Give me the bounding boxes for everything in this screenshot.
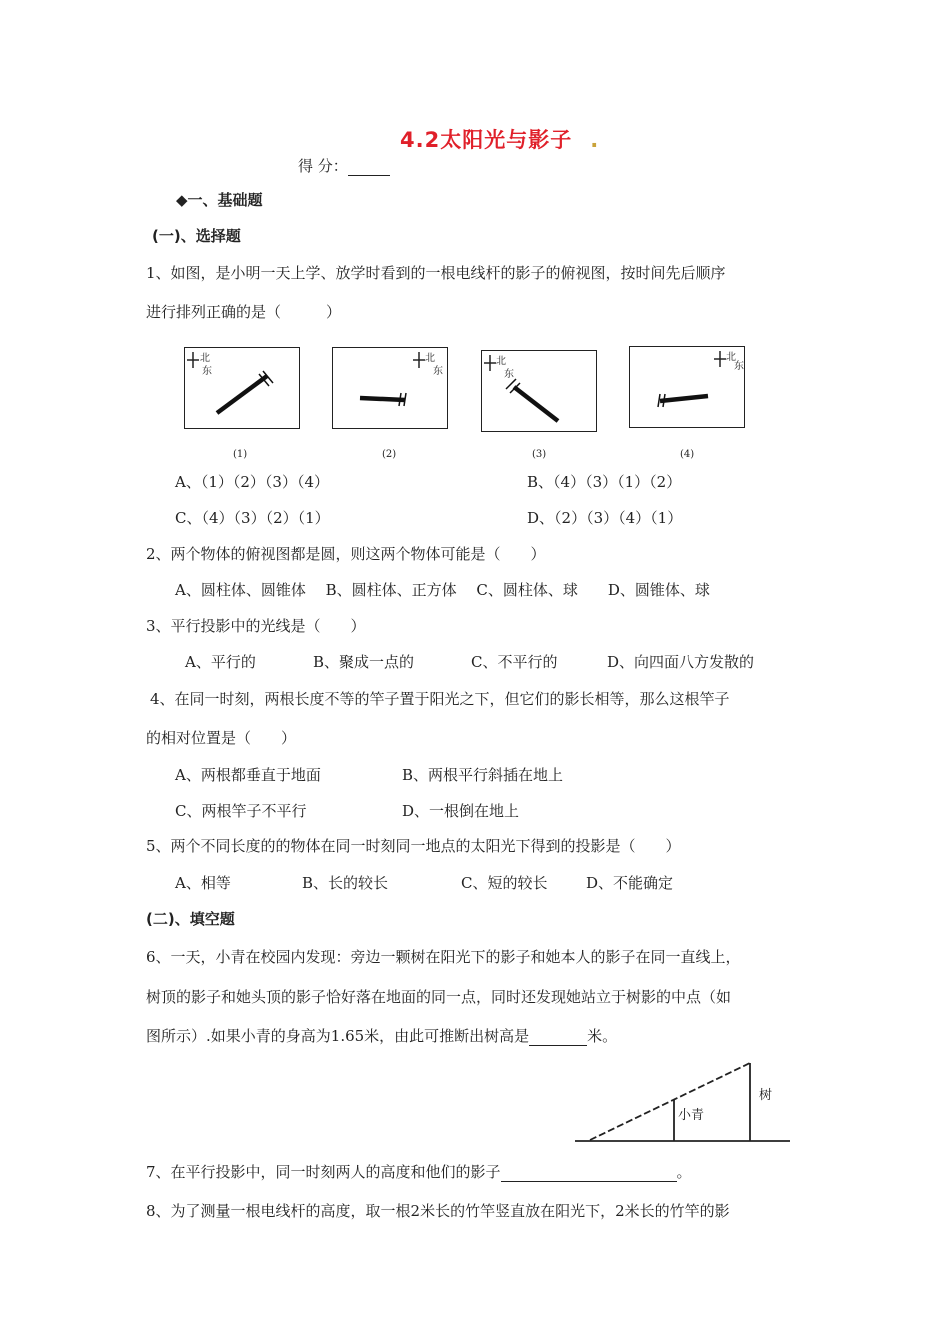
- q7-answer-blank[interactable]: [501, 1167, 677, 1182]
- q1-option-c[interactable]: C、（4）（3）（2）（1）: [175, 509, 330, 527]
- east-label: 东: [202, 366, 212, 377]
- q8-stem: 8、为了测量一根电线杆的高度，取一根2米长的竹竿竖直放在阳光下，2米长的竹竿的影: [146, 1202, 730, 1220]
- q1-figure-4-caption: (4): [680, 449, 695, 460]
- section-heading-basic: ◆一、基础题: [176, 191, 263, 209]
- q2-stem: 2、两个物体的俯视图都是圆，则这两个物体可能是（ ）: [146, 545, 546, 563]
- q2-options[interactable]: A、圆柱体、圆锥体 B、圆柱体、正方体 C、圆柱体、球 D、圆锥体、球: [175, 581, 710, 599]
- q3-stem: 3、平行投影中的光线是（ ）: [146, 617, 366, 635]
- q6-line1: 6、一天，小青在校园内发现：旁边一颗树在阳光下的影子和她本人的影子在同一直线上，: [146, 948, 741, 966]
- q3-option-c[interactable]: C、不平行的: [471, 653, 558, 671]
- north-label: 北: [200, 353, 210, 364]
- q6-answer-blank[interactable]: [529, 1031, 587, 1046]
- q3-option-d[interactable]: D、向四面八方发散的: [607, 653, 755, 671]
- q1-figure-4: [629, 346, 745, 428]
- part-heading-fill: (二)、填空题: [146, 910, 235, 928]
- q1-line2: 进行排列正确的是（ ）: [146, 303, 342, 321]
- q1-figure-1-caption: (1): [233, 449, 248, 460]
- score-line: [298, 155, 390, 176]
- east-label: 东: [734, 361, 744, 372]
- q5-option-b[interactable]: B、长的较长: [302, 874, 389, 892]
- q4-line1: 4、在同一时刻，两根长度不等的竿子置于阳光之下，但它们的影长相等，那么这根竿子: [150, 690, 730, 708]
- q1-line1: 1、如图，是小明一天上学、放学时看到的一根电线杆的影子的俯视图，按时间先后顺序: [146, 264, 726, 282]
- q1-figure-3: [481, 350, 597, 432]
- score-label: 得 分：: [298, 157, 348, 175]
- q4-line2: 的相对位置是（ ）: [146, 729, 297, 747]
- q5-option-c[interactable]: C、短的较长: [461, 874, 548, 892]
- part-heading-choice: (一)、选择题: [152, 227, 241, 245]
- sun-ray-line: [590, 1063, 750, 1140]
- east-label: 东: [433, 366, 443, 377]
- east-label: 东: [504, 369, 514, 380]
- title-text: 4.2太阳光与影子: [400, 128, 573, 152]
- q4-option-a[interactable]: A、两根都垂直于地面: [175, 766, 321, 784]
- q1-option-d[interactable]: D、（2）（3）（4）（1）: [527, 509, 683, 527]
- q1-figure-2: [332, 347, 448, 429]
- q4-option-d[interactable]: D、一根倒在地上: [402, 802, 520, 820]
- q1-option-a[interactable]: A、（1）（2）（3）（4）: [175, 473, 330, 491]
- q5-stem: 5、两个不同长度的的物体在同一时刻同一地点的太阳光下得到的投影是（ ）: [146, 837, 681, 855]
- north-label: 北: [425, 353, 435, 364]
- q5-option-a[interactable]: A、相等: [175, 874, 231, 892]
- q1-figure-3-caption: (3): [532, 449, 547, 460]
- north-label: 北: [496, 356, 506, 367]
- q1-option-b[interactable]: B、（4）（3）（1）（2）: [527, 473, 682, 491]
- q3-option-b[interactable]: B、聚成一点的: [313, 653, 415, 671]
- title-dot: .: [590, 128, 600, 152]
- label-xiaoqing: 小青: [678, 1108, 705, 1123]
- q6-line2: 树顶的影子和她头顶的影子恰好落在地面的同一点，同时还发现她站立于树影的中点（如: [146, 988, 732, 1006]
- score-blank[interactable]: [348, 161, 390, 176]
- q5-option-d[interactable]: D、不能确定: [586, 874, 674, 892]
- q1-figure-1: [184, 347, 300, 429]
- q6-diagram: [570, 1058, 795, 1148]
- q7-stem: 7、在平行投影中，同一时刻两人的高度和他们的影子: [146, 1163, 501, 1181]
- page-title: [400, 124, 599, 154]
- q6-line3-end: 米。: [587, 1027, 618, 1045]
- north-label: 北: [726, 352, 736, 363]
- q4-option-c[interactable]: C、两根竿子不平行: [175, 802, 307, 820]
- q7-line: [146, 1161, 692, 1182]
- q7-end: 。: [676, 1163, 692, 1181]
- q6-line3: [146, 1025, 617, 1046]
- q6-line3-text: 图所示）.如果小青的身高为1.65米，由此可推断出树高是: [146, 1027, 530, 1045]
- label-tree: 树: [759, 1088, 773, 1103]
- q3-option-a[interactable]: A、平行的: [185, 653, 256, 671]
- q4-option-b[interactable]: B、两根平行斜插在地上: [402, 766, 564, 784]
- q1-figure-2-caption: (2): [382, 449, 397, 460]
